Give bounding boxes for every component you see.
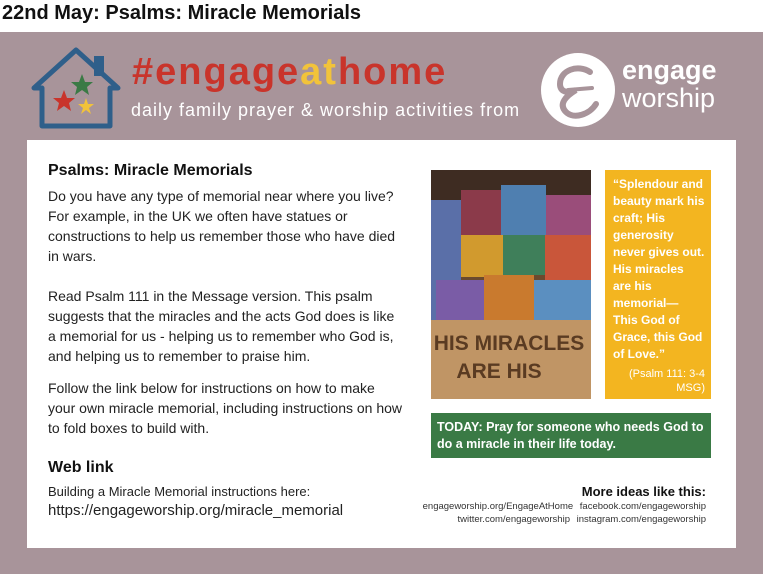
hashtag-prefix: #engage: [132, 51, 301, 93]
instagram-link[interactable]: instagram.com/engageworship: [576, 514, 706, 525]
content-card: [27, 140, 736, 548]
photo-caption-line-2: ARE HIS: [456, 360, 542, 383]
twitter-link[interactable]: twitter.com/engageworship: [457, 514, 570, 525]
facebook-link[interactable]: facebook.com/engageworship: [579, 501, 706, 512]
psalm-quote-box: [605, 170, 711, 399]
engage-at-home-hashtag: [132, 49, 447, 95]
photo-caption-line-1: HIS MIRACLES: [433, 332, 585, 355]
paragraph-instructions: Follow the link below for instructions on how to make your own miracle memorial, including instructions on how to fold boxes to build with.: [48, 380, 403, 436]
more-ideas-heading: More ideas like this:: [581, 484, 706, 499]
miracle-memorial-link[interactable]: https://engageworship.org/miracle_memorial: [48, 502, 344, 519]
logo-word-engage: engage: [622, 55, 717, 85]
social-links-row-1: [419, 501, 706, 512]
website-link[interactable]: engageworship.org/EngageAtHome: [422, 501, 574, 512]
house-icon: [30, 44, 122, 130]
content-title: Psalms: Miracle Memorials: [48, 162, 253, 179]
psalm-quote-reference: (Psalm 111: 3-4 MSG): [628, 368, 705, 394]
psalm-quote-text: “Splendour and beauty mark his craft; His generosity never gives out. His miracles are his memorial— This God of Grace, this God of Love.”: [613, 177, 705, 361]
page-title: 22nd May: Psalms: Miracle Memorials: [2, 2, 362, 24]
paragraph-psalm: Read Psalm 111 in the Message version. This psalm suggests that the miracles and the acts God does is like a memorial for us - helping us to remember who God is, and helping us to remember to praise him.: [48, 288, 395, 364]
logo-word-worship: worship: [622, 83, 716, 113]
activity-sheet: [0, 32, 763, 574]
hashtag-suffix: home: [337, 51, 448, 93]
weblink-heading: Web link: [48, 459, 114, 476]
social-links-row-2: [454, 514, 707, 525]
miracle-memorial-photo: [431, 170, 591, 399]
weblink-description: Building a Miracle Memorial instructions here:: [48, 484, 311, 499]
header-tagline: daily family prayer & worship activities from: [131, 100, 521, 120]
today-prayer-box: TODAY: Pray for someone who needs God to do a miracle in their life today.: [431, 413, 711, 458]
hashtag-middle: at: [300, 51, 338, 93]
paragraph-memorials: Do you have any type of memorial near where you live? For example, in the UK we often have statues or constructions to help us remember those who have died in wars.: [48, 188, 396, 264]
engage-worship-logo-icon: [538, 50, 618, 130]
engage-worship-logo-text: [622, 56, 717, 112]
